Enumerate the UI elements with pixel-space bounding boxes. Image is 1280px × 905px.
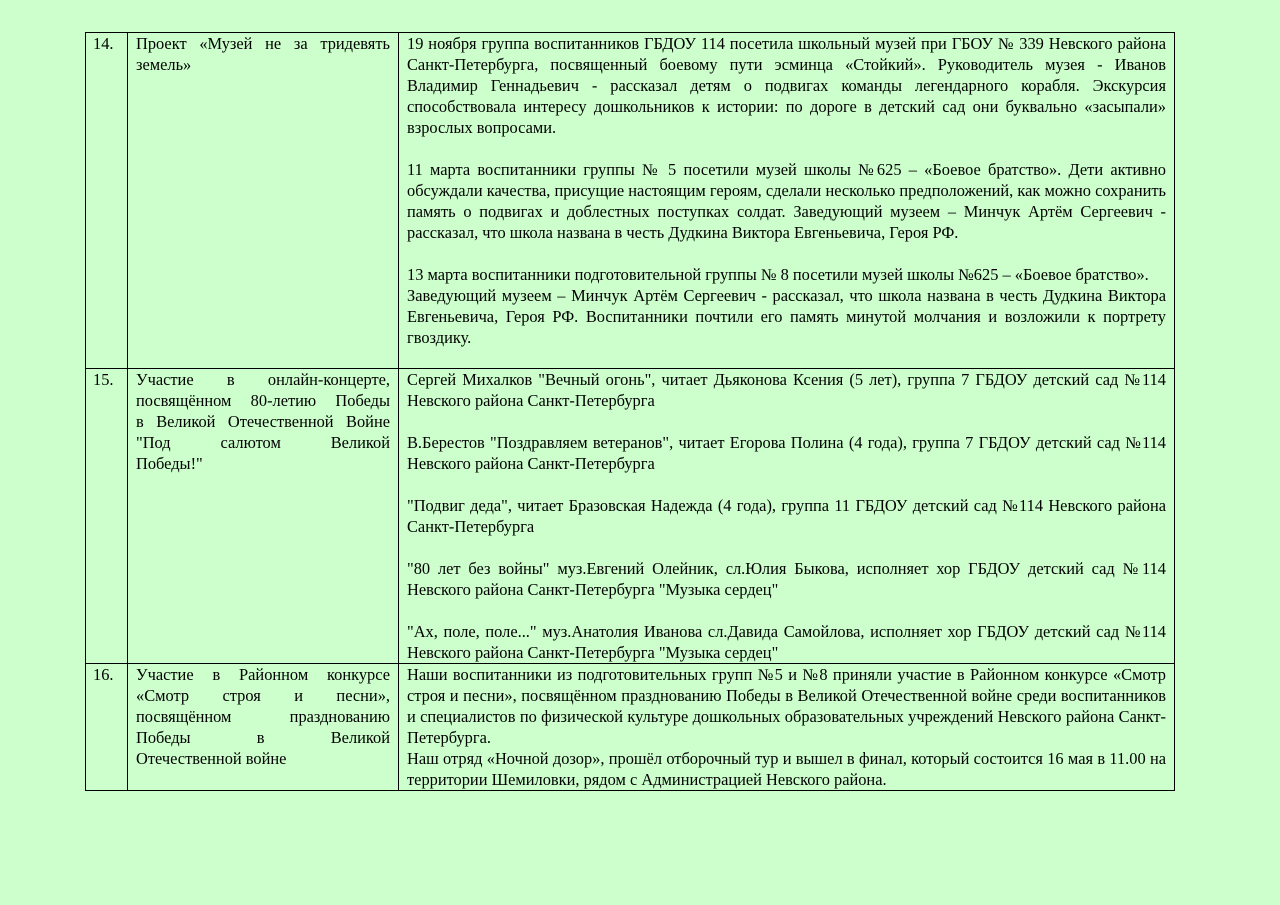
row-title <box>128 33 399 369</box>
row-title-line: Проект «Музей не за тридевять <box>136 34 390 53</box>
row-title-line: Участие в онлайн-концерте, <box>136 370 390 389</box>
row-title-line: "Под салютом Великой <box>136 433 390 452</box>
row-title-line: посвящённом 80-летию Победы <box>136 391 390 410</box>
row-number-text: 15. <box>93 370 114 389</box>
description-paragraph: Сергей Михалков "Вечный огонь", читает Дьяконова Ксения (5 лет), группа 7 ГБДОУ детский сад №114 Невского района Санкт-Петербурга <box>407 370 1166 410</box>
description-paragraph: 19 ноября группа воспитанников ГБДОУ 114 посетила школьный музей при ГБОУ № 339 Невского района Санкт-Петербурга, посвященный боевому пути эсминца «Стойкий». Руководитель музея - Иванов Владимир Геннадьевич - рассказал детям о подвигах команды легендарного корабля. Экскурсия способствовала интересу дошкольников к истории: по дороге в детский сад они буквально «засыпали» взрослых вопросами. <box>407 34 1166 137</box>
description-paragraph: Наши воспитанники из подготовительных групп №5 и №8 приняли участие в Районном конкурсе «Смотр строя и песни», посвящённом празднованию Победы в Великой Отечественной войне среди воспитанников и специалистов по физической культуре дошкольных образовательных учреждений Невского района Санкт-Петербурга. <box>407 665 1166 747</box>
row-title <box>128 369 399 664</box>
row-title-line: посвящённом празднованию <box>136 707 390 726</box>
row-title <box>128 664 399 791</box>
row-title-line: Победы в Великой <box>136 728 390 747</box>
table-row-14 <box>86 33 1175 369</box>
description-paragraph: "Ах, поле, поле..." муз.Анатолия Иванова сл.Давида Самойлова, исполняет хор ГБДОУ детский сад №114 Невского района Санкт-Петербурга "Музыка сердец" <box>407 622 1166 662</box>
description-paragraph: 13 марта воспитанники подготовительной группы № 8 посетили музей школы №625 – «Боевое братство». <box>407 265 1149 284</box>
row-title-line: «Смотр строя и песни», <box>136 686 390 705</box>
description-paragraph: 11 марта воспитанники группы № 5 посетили музей школы №625 – «Боевое братство». Дети активно обсуждали качества, присущие настоящим героям, сделали несколько предположений, как можно сохранить память о подвигах и доблестных поступках солдат. Заведующий музеем – Минчук Артём Сергеевич - рассказал, что школа названа в честь Дудкина Виктора Евгеньевича, Героя РФ. <box>407 160 1166 242</box>
row-number <box>86 369 128 664</box>
row-number <box>86 33 128 369</box>
row-description <box>399 664 1175 791</box>
row-number-text: 16. <box>93 665 114 684</box>
description-paragraph: "Подвиг деда", читает Бразовская Надежда (4 года), группа 11 ГБДОУ детский сад №114 Невского района Санкт-Петербурга <box>407 496 1166 536</box>
description-paragraph: "80 лет без войны" муз.Евгений Олейник, сл.Юлия Быкова, исполняет хор ГБДОУ детский сад №114 Невского района Санкт-Петербурга "Музыка сердец" <box>407 559 1166 599</box>
row-title-line: в Великой Отечественной Войне <box>136 412 390 431</box>
description-paragraph: В.Берестов "Поздравляем ветеранов", читает Егорова Полина (4 года), группа 7 ГБДОУ детский сад №114 Невского района Санкт-Петербурга <box>407 433 1166 473</box>
description-paragraph: Заведующий музеем – Минчук Артём Сергеевич - рассказал, что школа названа в честь Дудкина Виктора Евгеньевича, Героя РФ. Воспитанники почтили его память минутой молчания и возложили к портрету гвоздику. <box>407 286 1166 347</box>
row-title-line: Участие в Районном конкурсе <box>136 665 390 684</box>
row-title-line: земель» <box>136 55 192 74</box>
table-row-16 <box>86 664 1175 791</box>
row-title-line: Отечественной войне <box>136 749 287 768</box>
row-description <box>399 369 1175 664</box>
row-number-text: 14. <box>93 34 114 53</box>
row-title-line: Победы!" <box>136 454 203 473</box>
events-table <box>85 32 1175 791</box>
description-paragraph: Наш отряд «Ночной дозор», прошёл отборочный тур и вышел в финал, который состоится 16 мая в 11.00 на территории Шемиловки, рядом с Администрацией Невского района. <box>407 749 1166 789</box>
table-row-15 <box>86 369 1175 664</box>
row-number <box>86 664 128 791</box>
row-description <box>399 33 1175 369</box>
